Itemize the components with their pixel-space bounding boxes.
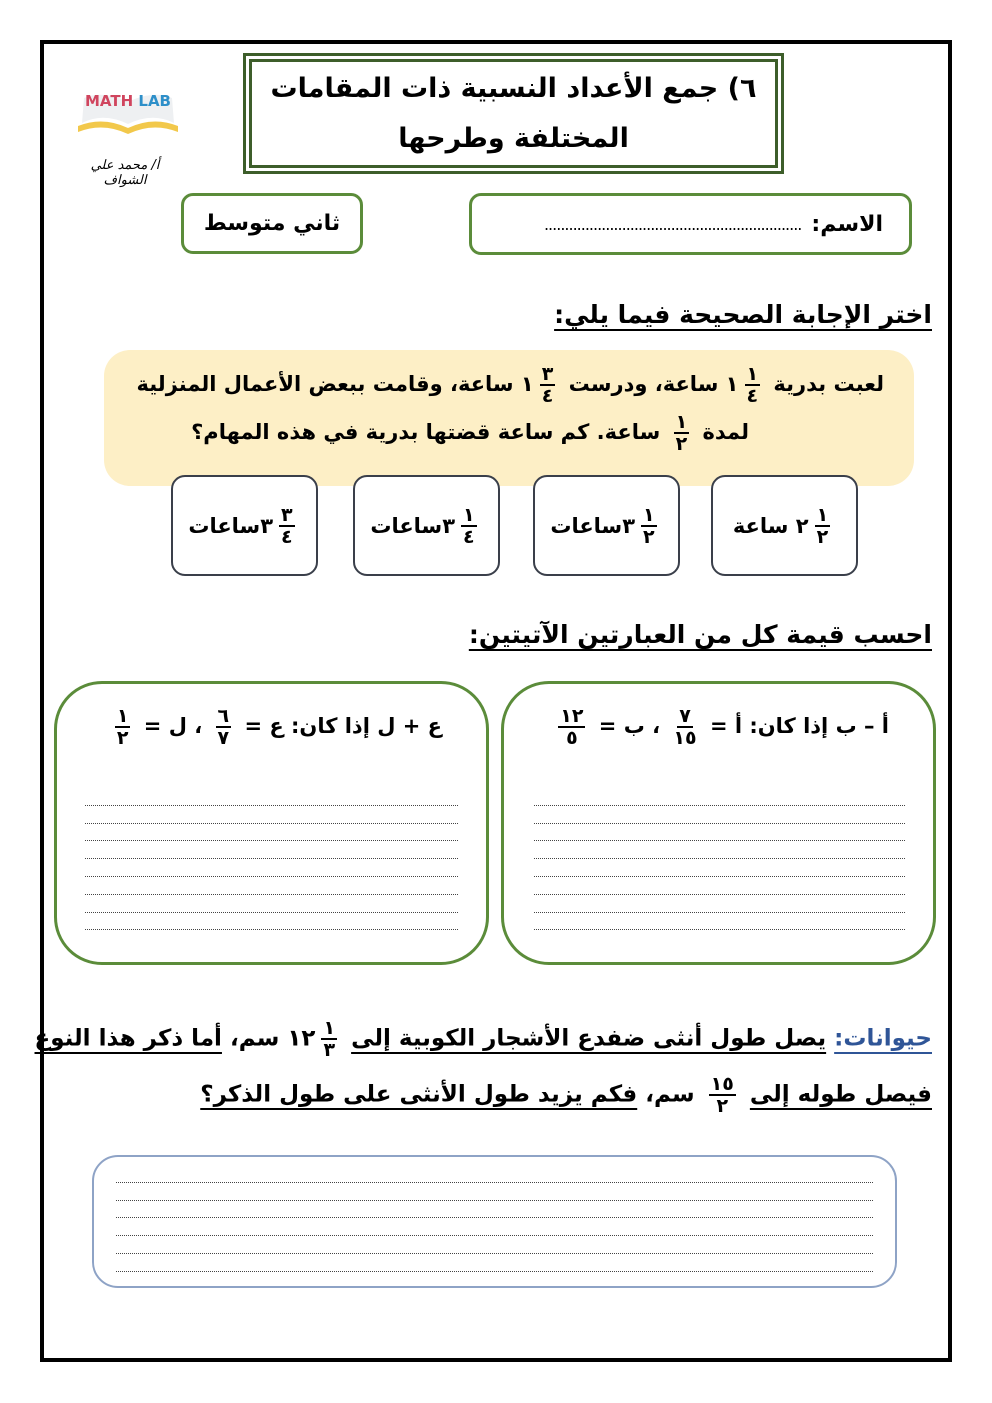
whole-number: ١ <box>725 372 739 396</box>
answer-lines[interactable] <box>534 788 905 930</box>
title-line-1: ٦) جمع الأعداد النسبية ذات المقامات <box>270 72 757 104</box>
title-box <box>243 53 784 174</box>
grade-box <box>181 193 363 254</box>
name-blank[interactable]: ............................................................... <box>543 214 802 234</box>
option-4[interactable]: $\frac{٣}{٤}$ ٣ ساعات <box>171 475 318 576</box>
question-text: لعبت بدرية <box>773 372 884 396</box>
fraction: $\frac{١}{٢}$ <box>675 411 688 455</box>
option-whole: ٢ <box>795 513 809 538</box>
expression-a-minus-b: أ – ب إذا كان: أ = $\frac{٧}{١٥}$ ، ب = $\frac{١٢}{٥}$ <box>560 705 889 749</box>
section2-heading: احسب قيمة كل من العبارتين الآتيتين: <box>468 620 932 649</box>
question-line-2 <box>124 408 884 456</box>
option-unit: ساعة <box>732 513 789 538</box>
animal-answer-box[interactable] <box>92 1155 897 1288</box>
expression-box-left <box>54 681 489 965</box>
question-text: ساعة، ودرست <box>568 372 719 396</box>
option-unit: ساعات <box>188 513 261 538</box>
name-field[interactable] <box>469 193 912 255</box>
question-text: لمدة <box>702 420 749 444</box>
option-unit: ساعات <box>550 513 623 538</box>
expression-e-plus-l: ع + ل إذا كان: ع = $\frac{٦}{٧}$ ، ل = $\frac{١}{٢}$ <box>116 705 442 749</box>
topic-label: حيوانات: <box>834 1025 932 1052</box>
animal-question-line-1: حيوانات: يصل طول أنثى ضفدع الأشجار الكوبية إلى $\frac{١}{٣}$ ١٢ سم، أما ذكر هذا النوع <box>34 1017 932 1061</box>
author-name: أ/ محمد علي الشواف <box>90 158 160 188</box>
section1-heading: اختر الإجابة الصحيحة فيما يلي: <box>554 300 932 329</box>
svg-text:MATH LAB: MATH LAB <box>85 92 171 110</box>
question-line-1 <box>124 360 884 408</box>
math-lab-logo <box>68 68 188 138</box>
name-label: الاسم: <box>811 211 883 237</box>
answer-lines[interactable] <box>116 1165 873 1272</box>
fraction: $\frac{١}{٤}$ <box>746 363 759 407</box>
option-whole: ٣ <box>260 513 274 538</box>
answer-lines[interactable] <box>85 788 458 930</box>
question-text: ساعة. كم ساعة قضتها بدرية في هذه المهام؟ <box>191 420 661 444</box>
title-line-2: المختلفة وطرحها <box>398 122 629 154</box>
question-box <box>104 350 914 486</box>
option-whole: ٣ <box>442 513 456 538</box>
fraction: $\frac{٣}{٤}$ <box>541 363 554 407</box>
animal-question-line-2: فيصل طوله إلى $\frac{١٥}{٢}$ سم، فكم يزيد طول الأنثى على طول الذكر؟ <box>200 1073 932 1117</box>
whole-number: ١ <box>520 372 534 396</box>
question-text: ساعة، وقامت ببعض الأعمال المنزلية <box>136 372 514 396</box>
grade-label: ثاني متوسط <box>203 211 341 236</box>
option-3[interactable]: $\frac{١}{٤}$ ٣ ساعات <box>353 475 500 576</box>
expression-box-right <box>501 681 936 965</box>
option-1[interactable]: $\frac{١}{٢}$ ٢ ساعة <box>711 475 858 576</box>
option-2[interactable]: $\frac{١}{٢}$ ٣ ساعات <box>533 475 680 576</box>
option-unit: ساعات <box>370 513 443 538</box>
option-whole: ٣ <box>622 513 636 538</box>
